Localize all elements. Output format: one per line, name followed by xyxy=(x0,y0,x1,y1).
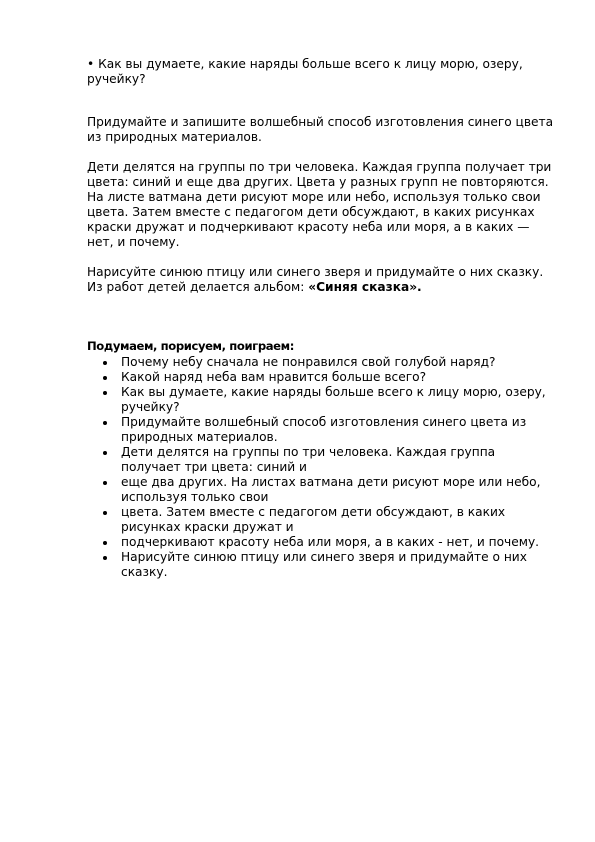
list-item: цвета. Затем вместе с педагогом дети обсуждают, в каких рисунках краски дружат и xyxy=(121,505,557,535)
paragraph-blue-tale xyxy=(87,265,557,295)
bullet-dot xyxy=(103,511,107,515)
paragraph-color-method: Придумайте и запишите волшебный способ изготовления синего цвета из природных материалов. xyxy=(87,115,554,144)
bullet-dot xyxy=(103,481,107,485)
bullet-marker: • xyxy=(87,57,95,71)
list-item: Нарисуйте синюю птицу или синего зверя и придумайте о них сказку. xyxy=(121,550,557,580)
album-title: «Синяя сказка». xyxy=(308,280,422,294)
bullet-dot xyxy=(103,556,107,560)
bullet-dot xyxy=(103,541,107,545)
bullet-dot xyxy=(103,421,107,425)
list-item: Придумайте волшебный способ изготовления синего цвета из природных материалов. xyxy=(121,415,557,445)
blue-tale-text: Нарисуйте синюю птицу или синего зверя и придумайте о них сказку. Из работ детей делается альбом: xyxy=(87,265,544,294)
list-item: подчеркивают красоту неба или моря, а в каких - нет, и почему. xyxy=(121,535,557,550)
list-item: Как вы думаете, какие наряды больше всего к лицу морю, озеру, ручейку? xyxy=(121,385,557,415)
question-list xyxy=(87,355,557,580)
bullet-dot xyxy=(103,361,107,365)
section-heading: Подумаем, порисуем, поиграем: xyxy=(87,339,294,353)
document-body xyxy=(87,57,557,580)
list-item: Дети делятся на группы по три человека. Каждая группа получает три цвета: синий и xyxy=(121,445,557,475)
intro-bullet-item xyxy=(87,57,557,87)
list-item: еще два других. На листах ватмана дети рисуют море или небо, используя только свои xyxy=(121,475,557,505)
bullet-dot xyxy=(103,391,107,395)
bullet-dot xyxy=(103,376,107,380)
bullet-dot xyxy=(103,451,107,455)
intro-bullet-text: Как вы думаете, какие наряды больше всего к лицу морю, озеру, ручейку? xyxy=(87,57,523,86)
list-item: Какой наряд неба вам нравится больше всего? xyxy=(121,370,557,385)
list-item: Почему небу сначала не понравился свой голубой наряд? xyxy=(121,355,557,370)
paragraph-group-task: Дети делятся на группы по три человека. Каждая группа получает три цвета: синий и еще два других. Цвета у разных групп не повторяются. На листе ватмана дети рисуют море или небо, используя только свои цвета. Затем вместе с педагогом дети обсуждают, в каких рисунках краски дружат и подчеркивают красоту неба или моря, а в каких — нет, и почему. xyxy=(87,160,552,249)
